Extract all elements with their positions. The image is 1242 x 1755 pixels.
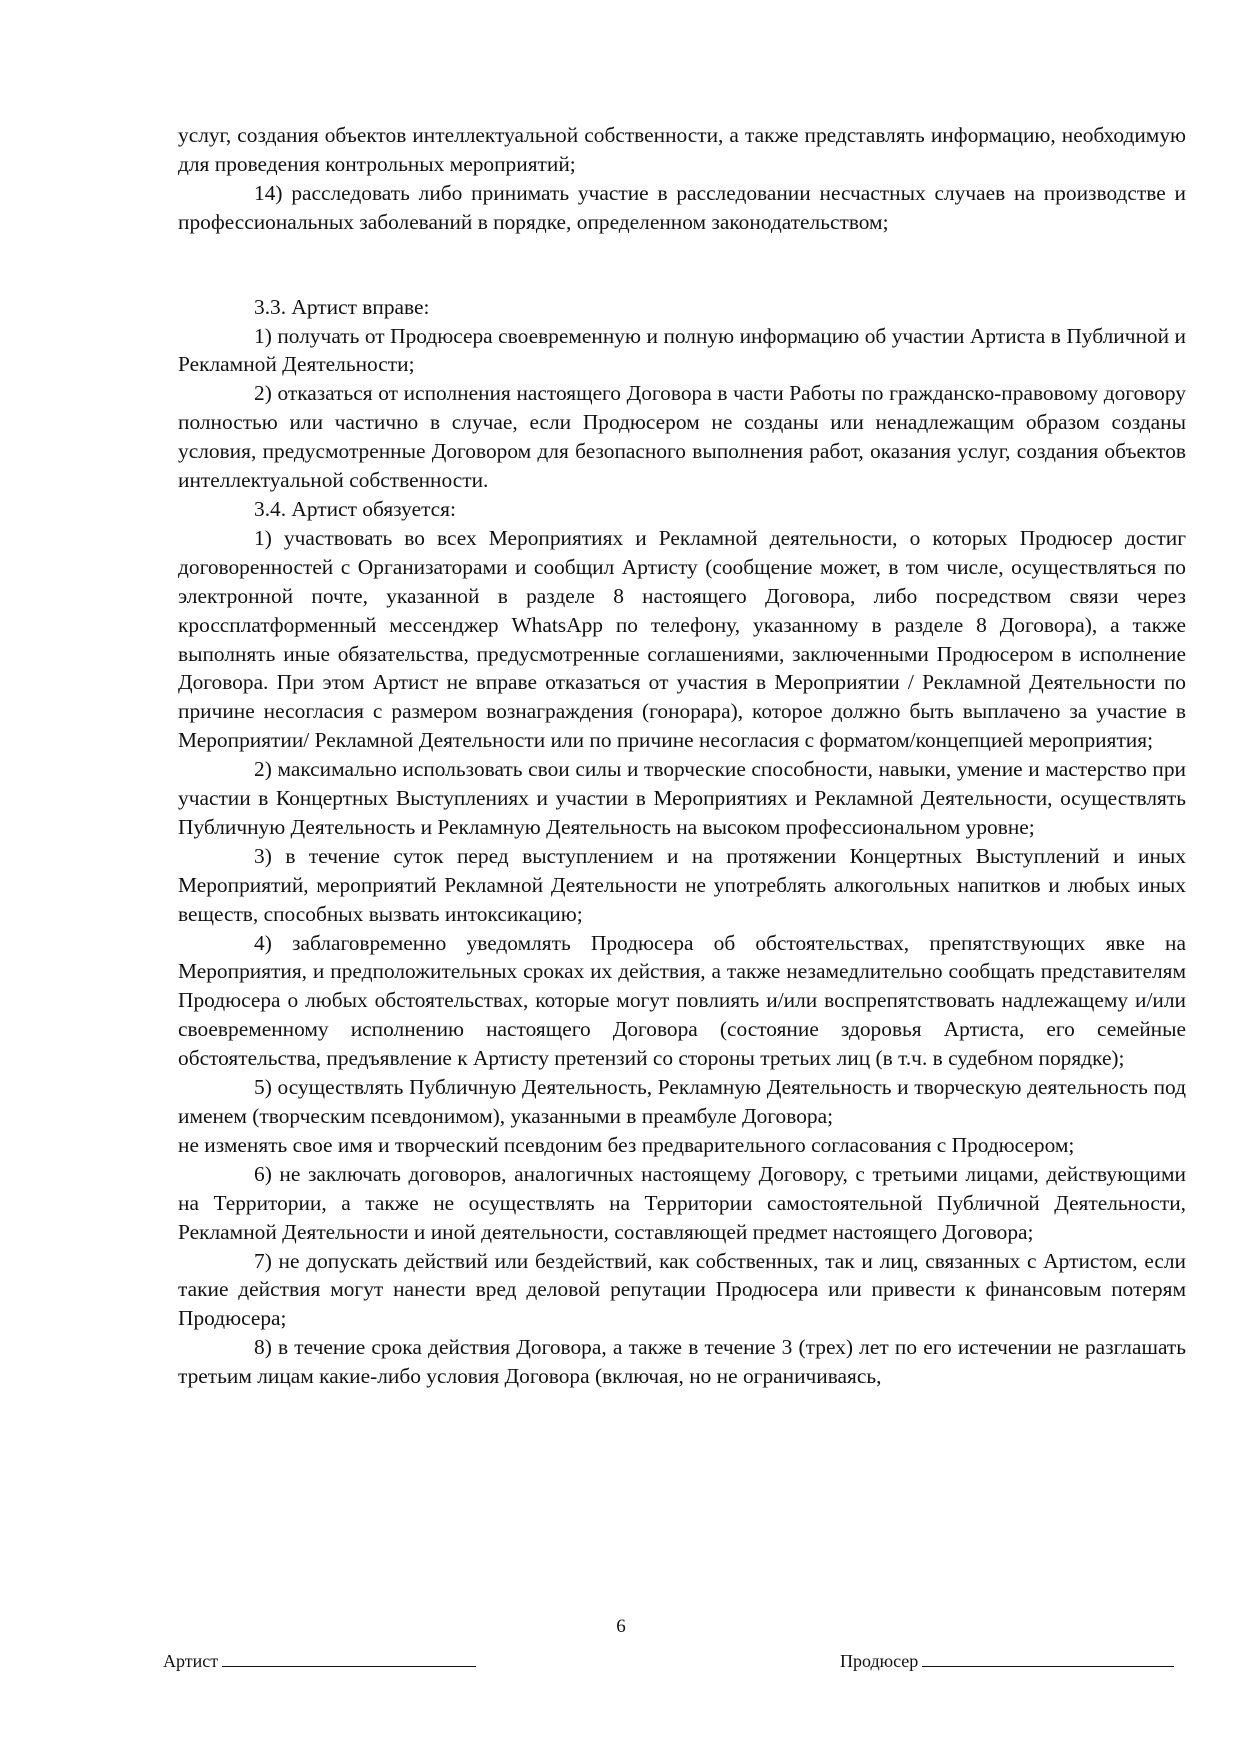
producer-signature-block bbox=[840, 1648, 1174, 1673]
section-heading-3-3: 3.3. Артист вправе: bbox=[254, 294, 430, 319]
paragraph-3-4-item-5-continuation: не изменять свое имя и творческий псевдоним без предварительного согласования с Продюсером; bbox=[178, 1132, 1075, 1157]
paragraph-3-4-item-6: 6) не заключать договоров, аналогичных настоящему Договору, с третьими лицами, действующими на Территории, а также не осуществлять на Территории самостоятельной Публичной Деятельности, Рекламной Деятельности и иной деятельности, составляющей предмет настоящего Договора; bbox=[178, 1161, 1186, 1244]
paragraph-3-4-item-2: 2) максимально использовать свои силы и творческие способности, навыки, умение и мастерство при участии в Концертных Выступлениях и участии в Мероприятиях и Рекламной Деятельности, осуществлять Публичную Деятельность и Рекламную Деятельность на высоком профессиональном уровне; bbox=[178, 757, 1186, 839]
paragraph-3-4-item-5: 5) осуществлять Публичную Деятельность, Рекламную Деятельность и творческую деятельность под именем (творческим псевдонимом), указанными в преамбуле Договора; bbox=[178, 1075, 1186, 1128]
page-number: 6 bbox=[616, 1616, 626, 1637]
paragraph-continuation: услуг, создания объектов интеллектуальной собственности, а также представлять информацию, необходимую для проведения контрольных мероприятий; bbox=[178, 123, 1186, 176]
producer-label: Продюсер bbox=[840, 1651, 919, 1671]
paragraph-3-4-item-4: 4) заблаговременно уведомлять Продюсера об обстоятельствах, препятствующих явке на Мероприятия, и предположительных сроках их действия, а также незамедлительно сообщать представителям Продюсера о любых обстоятельствах, которые могут повлиять и/или воспрепятствовать надлежащему и/или своевременному исполнению настоящего Договора (состояние здоровья Артиста, его семейные обстоятельства, предъявление к Артисту претензий со стороны третьих лиц (в т.ч. в судебном порядке); bbox=[178, 930, 1186, 1071]
paragraph-3-4-item-3: 3) в течение суток перед выступлением и на протяжении Концертных Выступлений и иных Мероприятий, мероприятий Рекламной Деятельности не употреблять алкогольных напитков и любых иных веществ, способных вызвать интоксикацию; bbox=[178, 843, 1186, 926]
paragraph-3-3-item-2: 2) отказаться от исполнения настоящего Договора в части Работы по гражданско-правовому договору полностью или частично в случае, если Продюсером не созданы или ненадлежащим образом созданы условия, предусмотренные Договором для безопасного выполнения работ, оказания услуг, создания объектов интеллектуальной собственности. bbox=[178, 381, 1186, 493]
paragraph-3-4-item-7: 7) не допускать действий или бездействий, как собственных, так и лиц, связанных с Артистом, если такие действия могут нанести вред деловой репутации Продюсера или привести к финансовым потерям Продюсера; bbox=[178, 1248, 1186, 1331]
section-heading-3-4: 3.4. Артист обязуется: bbox=[254, 496, 456, 521]
section-spacer bbox=[178, 237, 1186, 293]
document-body bbox=[178, 121, 1186, 1391]
paragraph-3-4-item-1: 1) участвовать во всех Мероприятиях и Рекламной деятельности, о которых Продюсер достиг договоренностей с Организаторами и сообщил Артисту (сообщение может, в том числе, осуществляться по электронной почте, указанной в разделе 8 настоящего Договора, либо посредством связи через кроссплатформенный мессенджер WhatsApp по телефону, указанному в разделе 8 Договора), а также выполнять иные обязательства, предусмотренные соглашениями, заключенными Продюсером в исполнение Договора. При этом Артист не вправе отказаться от участия в Мероприятии / Рекламной Деятельности по причине несогласия с размером вознаграждения (гонорара), которое должно быть выплачено за участие в Мероприятии/ Рекламной Деятельности или по причине несогласия с форматом/концепцией мероприятия; bbox=[178, 525, 1186, 753]
paragraph-3-3-item-1: 1) получать от Продюсера своевременную и полную информацию об участии Артиста в Публичной и Рекламной Деятельности; bbox=[178, 323, 1186, 377]
artist-label: Артист bbox=[163, 1651, 219, 1671]
paragraph-3-4-item-8: 8) в течение срока действия Договора, а также в течение 3 (трех) лет по его истечении не разглашать третьим лицам какие-либо условия Договора (включая, но не ограничиваясь, bbox=[178, 1335, 1186, 1389]
artist-signature-line bbox=[222, 1648, 476, 1667]
paragraph-item-14: 14) расследовать либо принимать участие в расследовании несчастных случаев на производстве и профессиональных заболеваний в порядке, определенном законодательством; bbox=[178, 180, 1186, 234]
artist-signature-block bbox=[163, 1648, 476, 1673]
producer-signature-line bbox=[922, 1648, 1174, 1667]
